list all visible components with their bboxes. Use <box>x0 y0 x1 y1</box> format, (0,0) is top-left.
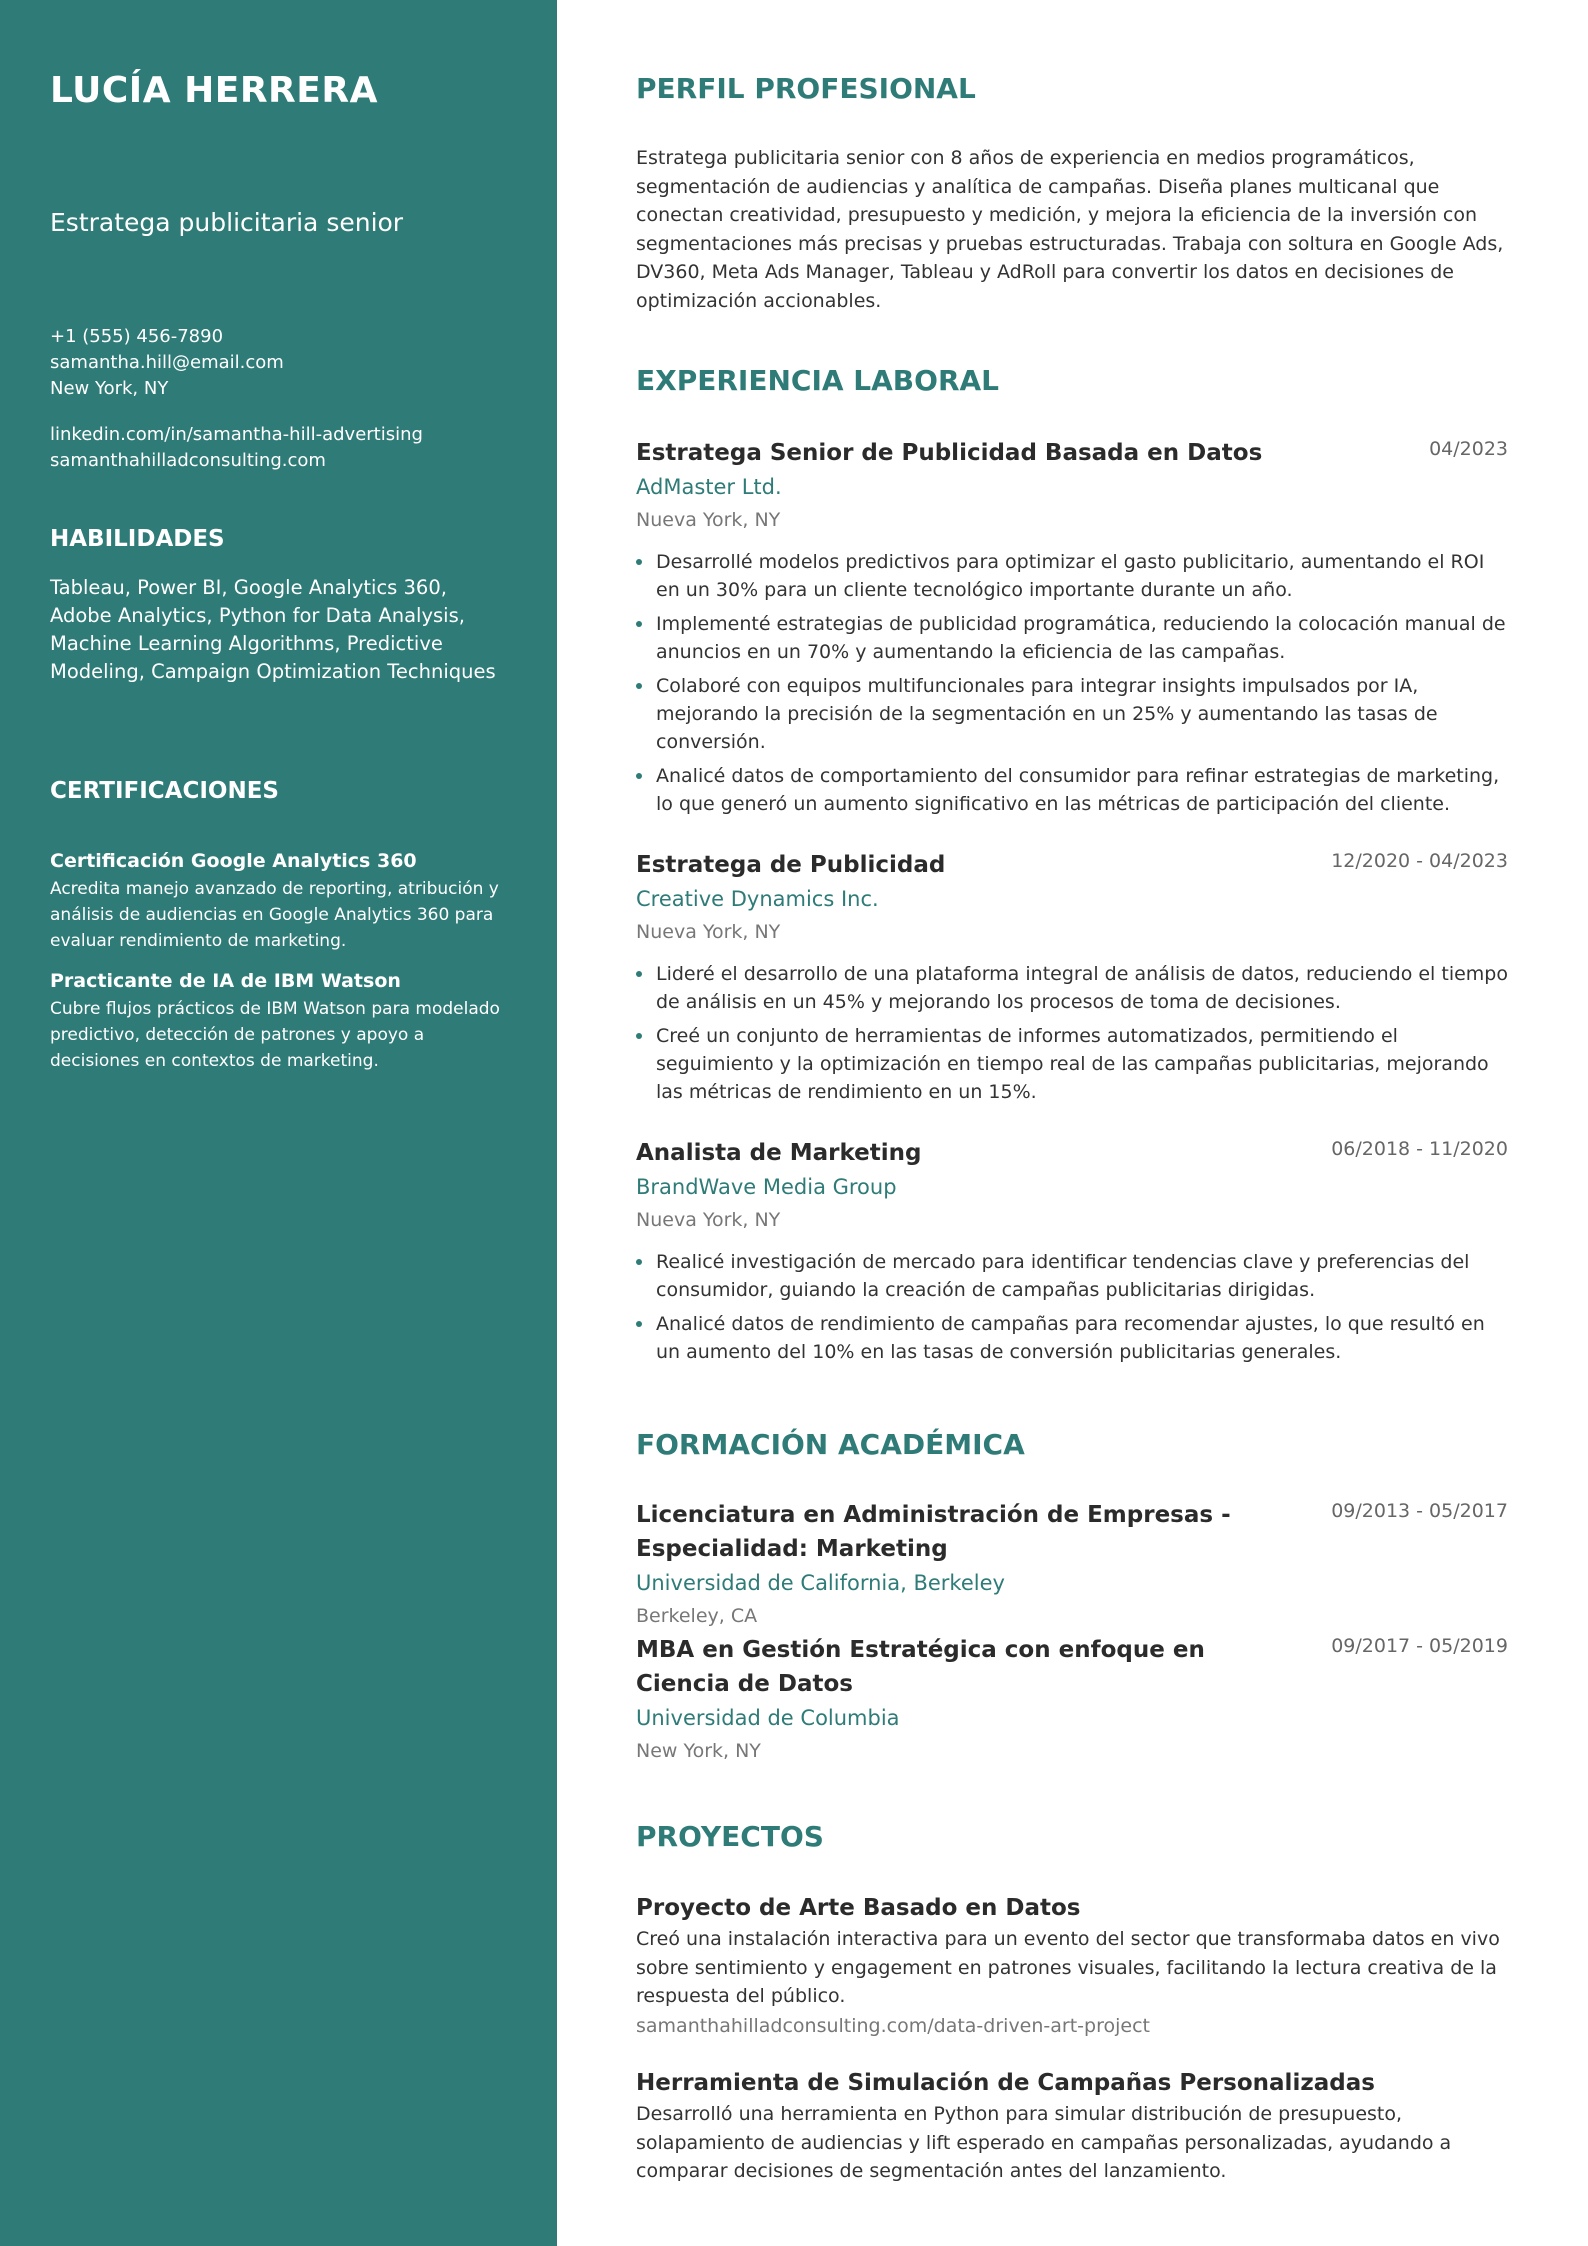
profile-heading: PERFIL PROFESIONAL <box>636 72 976 105</box>
certification-description: Cubre flujos prácticos de IBM Watson para modelado predictivo, detección de patrones y apoyo a decisiones en contextos de marketing. <box>50 999 500 1071</box>
job-company: AdMaster Ltd. <box>636 475 782 499</box>
contact-info <box>50 324 284 402</box>
school-location: New York, NY <box>636 1740 761 1762</box>
profile-section <box>636 144 1508 315</box>
list-item: Lideré el desarrollo de una plataforma integral de análisis de datos, reduciendo el tiempo de análisis en un 45% y mejorando los procesos de toma de decisiones. <box>636 960 1508 1016</box>
degree-title: Licenciatura en Administración de Empresas - Especialidad: Marketing <box>636 1502 1231 1562</box>
education-heading: FORMACIÓN ACADÉMICA <box>636 1428 1025 1461</box>
website-link[interactable]: samanthahilladconsulting.com <box>50 450 326 471</box>
list-item: Desarrollé modelos predictivos para optimizar el gasto publicitario, aumentando el ROI en un 30% para un cliente tecnológico importante durante un año. <box>636 548 1508 604</box>
list-item: Colaboré con equipos multifuncionales para integrar insights impulsados por IA, mejorando la precisión de la segmentación en un 25% y aumentando las tasas de conversión. <box>636 672 1508 756</box>
location: New York, NY <box>50 378 169 399</box>
job-company: BrandWave Media Group <box>636 1175 897 1199</box>
job-title: Estratega de Publicidad <box>636 852 946 878</box>
job-company: Creative Dynamics Inc. <box>636 887 879 911</box>
phone[interactable]: +1 (555) 456-7890 <box>50 326 224 347</box>
school-name: Universidad de California, Berkeley <box>636 1571 1005 1595</box>
candidate-role: Estratega publicitaria senior <box>50 208 404 237</box>
certifications-heading: CERTIFICACIONES <box>50 778 279 804</box>
skills-list: Tableau, Power BI, Google Analytics 360, Adobe Analytics, Python for Data Analysis, Machine Learning Algorithms, Predictive Modeling, Campaign Optimization Techniques <box>50 576 496 683</box>
education-entry <box>636 1633 1508 1767</box>
job-date: 12/2020 - 04/2023 <box>1331 850 1508 872</box>
job-location: Nueva York, NY <box>636 921 781 943</box>
certification-title: Practicante de IA de IBM Watson <box>50 970 401 992</box>
project-title: Herramienta de Simulación de Campañas Personalizadas <box>636 2070 1375 2096</box>
job-entry <box>636 1136 1508 1372</box>
project-entry <box>636 2066 1508 2186</box>
list-item: Realicé investigación de mercado para identificar tendencias clave y preferencias del consumidor, guiando la creación de campañas publicitarias dirigidas. <box>636 1248 1508 1304</box>
list-item: Implementé estrategias de publicidad programática, reduciendo la colocación manual de anuncios en un 70% y aumentando la eficiencia de las campañas. <box>636 610 1508 666</box>
project-title: Proyecto de Arte Basado en Datos <box>636 1895 1081 1921</box>
job-location: Nueva York, NY <box>636 509 781 531</box>
education-entry <box>636 1498 1508 1632</box>
job-date: 04/2023 <box>1429 438 1508 460</box>
profile-text: Estratega publicitaria senior con 8 años de experiencia en medios programáticos, segmentación de audiencias y analítica de campañas. Diseña planes multicanal que conectan creatividad, presupuesto y medición, y mejora la eficiencia de la inversión con segmentaciones más precisas y pruebas estructuradas. Trabaja con soltura en Google Ads, DV360, Meta Ads Manager, Tableau y AdRoll para convertir los datos en decisiones de optimización accionables. <box>636 147 1504 312</box>
project-entry <box>636 1891 1508 2041</box>
certification-description: Acredita manejo avanzado de reporting, atribución y análisis de audiencias en Google Analytics 360 para evaluar rendimiento de marketing. <box>50 879 499 951</box>
certification-title: Certificación Google Analytics 360 <box>50 850 417 872</box>
list-item: Creé un conjunto de herramientas de informes automatizados, permitiendo el seguimiento y la optimización en tiempo real de las campañas publicitarias, mejorando las métricas de rendimiento en un 15%. <box>636 1022 1508 1106</box>
project-description: Creó una instalación interactiva para un evento del sector que transformaba datos en vivo sobre sentimiento y engagement en patrones visuales, facilitando la lectura creativa de la respuesta del público. <box>636 1928 1500 2007</box>
job-entry <box>636 436 1508 824</box>
school-location: Berkeley, CA <box>636 1605 758 1627</box>
linkedin-link[interactable]: linkedin.com/in/samantha-hill-advertising <box>50 424 423 445</box>
project-description: Desarrolló una herramienta en Python para simular distribución de presupuesto, solapamiento de audiencias y lift esperado en campañas personalizadas, ayudando a comparar decisiones de segmentación antes del lanzamiento. <box>636 2103 1452 2182</box>
list-item: Analicé datos de comportamiento del consumidor para refinar estrategias de marketing, lo que generó un aumento significativo en las métricas de participación del cliente. <box>636 762 1508 818</box>
list-item: Analicé datos de rendimiento de campañas para recomendar ajustes, lo que resultó en un aumento del 10% en las tasas de conversión publicitarias generales. <box>636 1310 1508 1366</box>
certification-item <box>50 848 510 954</box>
projects-heading: PROYECTOS <box>636 1820 824 1853</box>
experience-heading: EXPERIENCIA LABORAL <box>636 364 1000 397</box>
job-date: 06/2018 - 11/2020 <box>1331 1138 1508 1160</box>
education-date: 09/2013 - 05/2017 <box>1331 1500 1508 1522</box>
certification-item <box>50 968 510 1074</box>
job-title: Analista de Marketing <box>636 1140 922 1166</box>
job-location: Nueva York, NY <box>636 1209 781 1231</box>
web-links <box>50 422 423 474</box>
job-entry <box>636 848 1508 1112</box>
job-bullets <box>636 960 1508 1106</box>
skills-heading: HABILIDADES <box>50 526 225 552</box>
job-bullets <box>636 1248 1508 1366</box>
job-title: Estratega Senior de Publicidad Basada en Datos <box>636 440 1263 466</box>
education-date: 09/2017 - 05/2019 <box>1331 1635 1508 1657</box>
degree-title: MBA en Gestión Estratégica con enfoque en Ciencia de Datos <box>636 1637 1205 1697</box>
job-bullets <box>636 548 1508 818</box>
project-link[interactable]: samanthahilladconsulting.com/data-driven-art-project <box>636 2014 1150 2037</box>
sidebar <box>0 0 557 2246</box>
school-name: Universidad de Columbia <box>636 1706 900 1730</box>
candidate-name: LUCÍA HERRERA <box>50 70 378 111</box>
email[interactable]: samantha.hill@email.com <box>50 352 284 373</box>
